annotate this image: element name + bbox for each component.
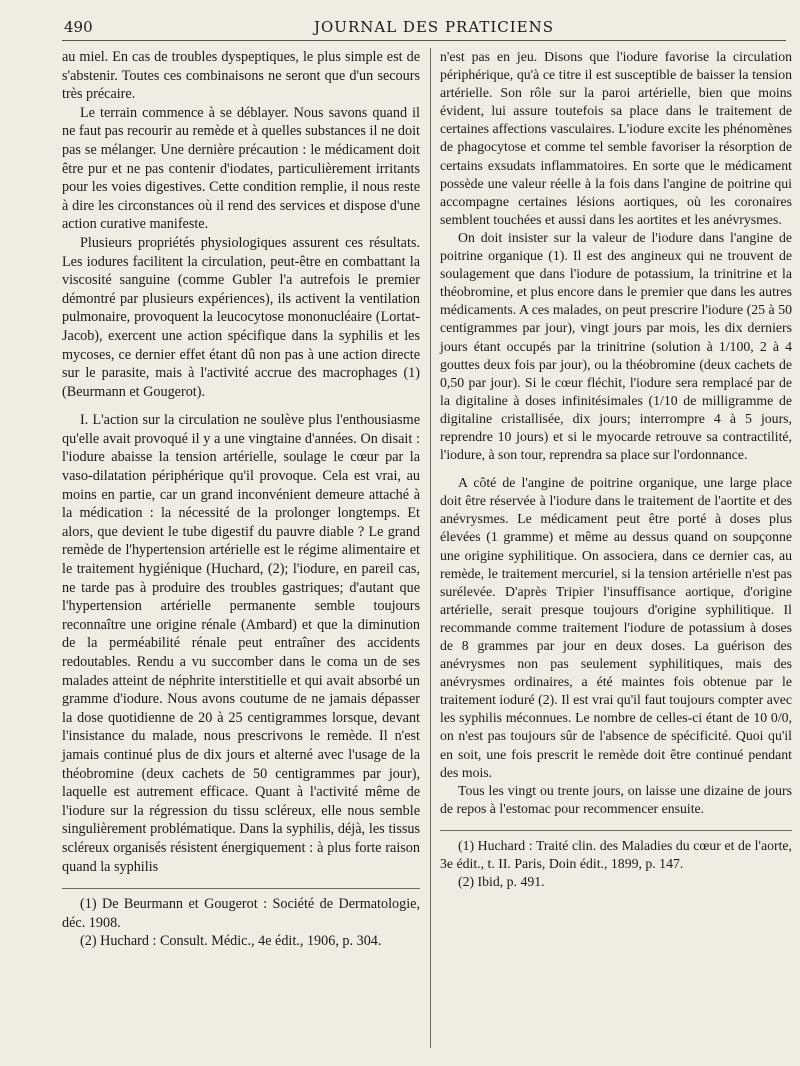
footnote: (1) Huchard : Traité clin. des Maladies du cœur et de l'aorte, 3e édit., t. II. Paris, Doin édit., 1899, p. 147.: [440, 837, 792, 872]
footnote: (2) Huchard : Consult. Médic., 4e édit., 1906, p. 304.: [80, 933, 382, 950]
running-title: JOURNAL DES PRATICIENS: [314, 18, 555, 36]
footnote: (1) De Beurmann et Gougerot : Société de Dermatologie, déc. 1908.: [62, 896, 420, 931]
paragraph: Tous les vingt ou trente jours, on laisse une dizaine de jours de repos à l'estomac pour recommencer ensuite.: [440, 782, 792, 816]
page-number: 490: [64, 18, 93, 36]
left-column: [62, 48, 420, 951]
page-header: [62, 14, 786, 41]
paragraph: n'est pas en jeu. Disons que l'iodure favorise la circulation périphérique, qu'à ce titre il est susceptible de baisser la tension artérielle. Son rôle sur la paroi artérielle, bien que moins évident, lui assure toutefois sa place dans le traitement de certaines affections vasculaires. L'iodure excite les phénomènes de phagocytose et comme tel semble favoriser la résorption de certains exsudats inflammatoires. En sorte que le médicament possède une valeur réelle à la fois dans l'angine de poitrine qui accompagne certaines lésions aortiques, où les coronaires semblent touchées et aussi dans les aortites et les anévrysmes.: [440, 49, 792, 227]
footnote: (2) Ibid, p. 491.: [458, 874, 545, 890]
paragraph: Le terrain commence à se déblayer. Nous savons quand il ne faut pas recourir au remède et à quelles substances il ne doit pas se mélanger. Une dernière précaution : le médicament doit être pur et ne pas contenir d'iodates, particulièrement irritants pour les voies digestives. Cette condition remplie, il nous reste à dire les circonstances où il rend des services et dispose d'une action curative manifeste.: [62, 104, 420, 233]
right-column: [440, 48, 792, 891]
paragraph: I. L'action sur la circulation ne soulève plus l'enthousiasme qu'elle avait provoqué il y a une vingtaine d'années. On disait : l'iodure abaisse la tension artérielle, soulage le cœur par la vaso-dilatation périphérique qu'il provoque. Cela est vrai, au moins en partie, car un grand inconvénient demeure attaché à la médication : la nécessité de la prolonger longtemps. Et alors, que devient le tube digestif du pauvre diable ? Le grand remède de l'hypertension artérielle est le régime alimentaire et le traitement hygiénique (Huchard, (2); l'iodure, en pareil cas, ne tarde pas à produire des troubles gastriques; d'autant que l'hypertension artérielle permanente semble toujours reconnaître une origine rénale (Ambard) et que la diminution de la perméabilité rénale peut entraîner des accidents redoutables. Rendu a vu succomber dans le coma un de ses malades atteint de néphrite interstitielle et qui avait absorbé un gramme d'iodure. Nous avons coutume de ne jamais dépasser la dose quotidienne de 20 à 25 centigrammes lorsque, devant l'insistance du malade, nous prescrivons le remède. Il n'est jamais continué plus de dix jours et alterné avec l'usage de la théobromine (deux cachets de 50 centigrammes par jour), laquelle est autrement efficace. Quant à l'activité même de l'iodure sur la régression du tissu scléreux, elle nous semble singulièrement problématique. Dans la syphilis, déjà, les tissus scléreux organisés résistent énergiquement : à plus forte raison quand la syphilis: [62, 412, 420, 875]
column-divider: [430, 48, 431, 1048]
footnote-separator: [440, 830, 792, 831]
paragraph: A côté de l'angine de poitrine organique, une large place doit être réservée à l'iodure dans le traitement de l'aortite et des anévrysmes. Le médicament peut être porté à doses plus élevées (1 gramme) et même au dessus quand on soupçonne une origine syphilitique. On associera, dans ce dernier cas, au remède, le traitement mercuriel, si la tension artérielle n'est pas surélevée. D'après Tripier l'insuffisance aortique, d'origine artérielle, serait presque toujours d'origine syphilitique. Il recommande comme traitement l'iodure de potassium à doses de 8 grammes par jour en deux doses. La guérison des anévrysmes non pas seulement syphilitiques, mais des anévrysmes ordinaires, a été maintes fois obtenue par le traitement ioduré (2). Il est vrai qu'il faut toujours compter avec les syphilis méconnues. Le nombre de celles-ci étant de 10 0/0, on n'est pas toujours sûr de l'absence de spécificité. Quoi qu'il en soit, une fois prescrit le remède doit être continué pendant des mois.: [440, 475, 792, 780]
paragraph: au miel. En cas de troubles dyspeptiques, le plus simple est de s'abstenir. Toutes ces combinaisons ne seront que d'un secours très précaire.: [62, 49, 420, 103]
footnote-separator: [62, 888, 420, 889]
paragraph: Plusieurs propriétés physiologiques assurent ces résultats. Les iodures facilitent la circulation, peut-être en combattant la viscosité sanguine (comme Gubler l'a autrefois le premier démontré par plusieurs expériences), ils activent la ventilation pulmonaire, provoquent la leucocytose mononucléaire (Lortat-Jacob), exercent une action spécifique dans la syphilis et les mycoses, ce dernier effet étant dû non pas à une action directe sur le parasite, mais à l'activité accrue des macrophages (1) (Beurmann et Gougerot).: [62, 234, 420, 400]
paragraph: On doit insister sur la valeur de l'iodure dans l'angine de poitrine organique (1). Il est des angineux qui ne trouvent de soulagement que dans l'iodure de potassium, la trinitrine et la théobromine, et plus encore dans le premier que dans les autres médicaments. A ces malades, on peut prescrire l'iodure (25 à 50 centigrammes par jour), vingt jours par mois, les dix derniers jours étant occupés par la trinitrine (solution à 1/100, 2 à 4 gouttes deux fois par jour), ou la théobromine (deux cachets de 0,50 par jour). Si le cœur fléchit, l'iodure sera remplacé par de la digitaline à doses infinitésimales (1/10 de milligramme de digitaline cristallisée, dix jours; interrompre 4 à 5 jours, reprendre 10 jours) et si le myocarde retrouve sa contractilité, l'iodure, à son tour, reprendra sa place sur l'ordonnance.: [440, 229, 792, 463]
